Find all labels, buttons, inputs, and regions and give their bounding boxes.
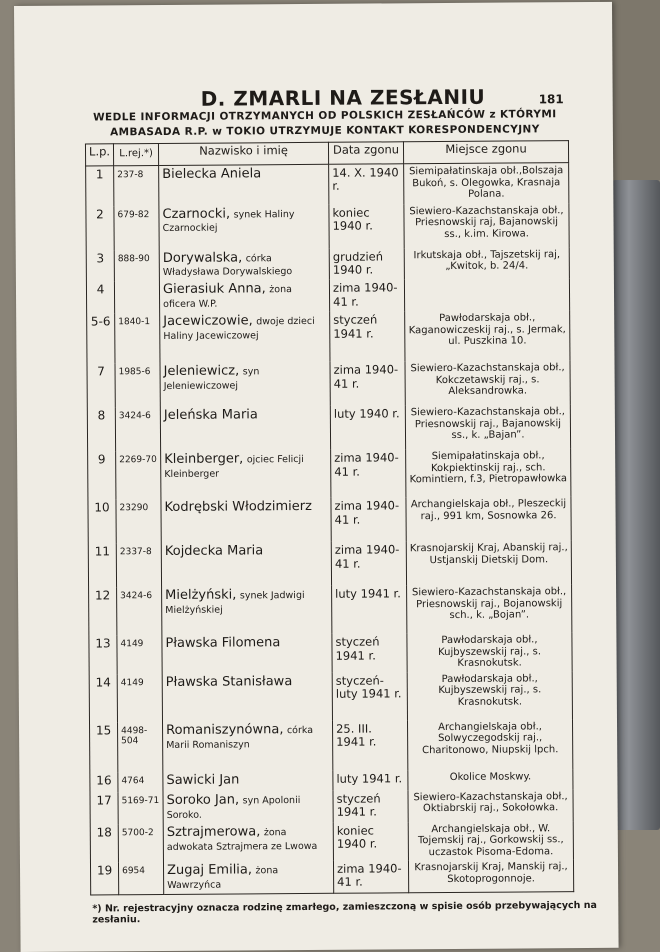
row-name-cell [159,164,329,205]
table-row [88,448,571,499]
row-registry: 2337-8 [116,543,161,587]
row-name-note: ojciec Felicji Kleinberger [164,454,304,481]
row-date: 25. III. 1941 r. [333,720,408,771]
row-name: Jeleniewicz, [163,363,240,380]
table-row [89,671,572,722]
row-place: Siewiero-Kazachstanskaja obł., Priesnowskij raj., Bajanowskij ss., k. „Bajan”. [405,404,570,449]
row-date: zima 1940-41 r. [331,542,406,587]
row-registry: 4149 [117,635,162,674]
row-place: Archangielskaja obł., Solwyczegodskij raj., Charitonowo, Niupskij lpch. [408,719,573,770]
row-registry: 237-8 [114,165,159,205]
row-lp: 11 [88,544,116,588]
row-date: grudzień 1940 r. [329,248,404,280]
row-registry [114,281,159,313]
row-name-cell [159,204,329,249]
row-lp: 5-6 [87,314,115,364]
row-lp: 15 [90,722,118,772]
table-row [86,203,569,250]
row-date: luty 1941 r. [332,586,407,635]
row-place: Archangielskaja obł., W. Tojemskij raj., Gorkowskij ss., uczastok Pisoma-Edoma. [408,821,573,861]
row-lp: 13 [89,636,117,675]
row-name: Sawicki Jan [166,772,240,788]
row-lp: 10 [88,500,116,544]
table-row [90,789,573,824]
row-lp: 17 [90,792,118,824]
row-date: styczeń 1941 r. [333,790,408,822]
row-name: Jeleńska Maria [163,407,258,424]
row-name-note: żona oficera W.P. [163,284,292,311]
header-lp: L.p. [85,144,113,166]
subtitle-line-2: AMBASADA R.P. w TOKIO UTRZYMUJE KONTAKT KORESPONDENCYJNY [110,123,540,139]
row-date: zima 1940-41 r. [334,860,409,893]
row-name: Pławska Filomena [165,635,281,652]
row-place: Siewiero-Kazachstanskaja obł., Kokczetawskij raj., s. Aleksandrowka. [405,360,570,405]
header-place: Miejsce zgonu [403,141,568,164]
row-name: Dorywalska, [162,249,243,266]
row-name: Sztrajmerowa, [166,824,261,840]
row-name-cell [162,673,332,722]
table-row [86,278,569,313]
row-place: Krasnojarskij Kraj, Manskij raj., Skotoprogonnoje. [409,859,574,893]
page-number: 181 [538,92,564,107]
table-row [90,821,573,863]
row-name-cell [159,280,329,313]
document-page [14,2,619,952]
row-lp: 18 [90,824,118,863]
row-place: Siewiero-Kazachstanskaja obł., Priesnowskij raj, Bajanowskij ss., k.im. Kirowa. [404,203,569,248]
row-place: Siewiero-Kazachstanskaja obł., Oktiabrskij raj., Sokołowka. [408,789,573,822]
row-registry: 679-82 [114,205,159,249]
row-name: Soroko Jan, [166,792,240,808]
row-name-cell [161,498,331,543]
row-name: Czarnocki, [162,205,231,222]
row-name: Kodrębski Włodzimierz [164,499,312,516]
footnote: *) Nr. rejestracyjny oznacza rodzinę zmarłego, zamieszczoną w spisie osób przebywających na zesłaniu. [92,899,597,926]
row-place: Krasnojarskij Kraj, Abanskij raj., Ustjanskij Dietskij Dom. [406,540,571,585]
row-place: Pawłodarskaja obł., Kujbyszewskij raj., s. Krasnokutsk. [407,632,572,672]
row-lp: 3 [86,250,114,282]
row-registry: 5169-71 [118,792,163,824]
row-name: Romaniszynówna, [166,721,284,738]
table-row [88,540,571,587]
row-lp: 7 [87,364,115,408]
row-name-cell [160,406,330,451]
table-row [87,310,570,363]
table-row [86,247,569,282]
row-lp: 8 [87,408,115,452]
row-name: Zugaj Emilia, [167,862,253,879]
row-place: Pawłodarskaja obł., Kujbyszewskij raj., s. Krasnokutsk. [407,671,572,720]
row-lp: 9 [88,452,116,500]
row-name-cell [160,312,330,363]
row-place: Archangielskaja obł., Pleszeckij raj., 991 km, Sosnowka 26. [406,496,571,541]
row-name-note: dwoje dzieci Haliny Jacewiczowej [163,316,315,343]
row-lp: 2 [86,206,114,250]
row-place [404,278,569,311]
row-date: 14. X. 1940 r. [329,164,404,205]
row-date: zima 1940-41 r. [331,450,406,499]
row-name-cell [159,248,329,281]
row-name: Mielżyński, [165,587,237,604]
row-date: styczeń 1941 r. [330,312,405,363]
row-registry: 3424-6 [117,587,162,635]
row-name-cell [160,362,330,407]
row-registry: 888-90 [114,249,159,281]
table-row [87,360,570,407]
page-title: D. ZMARLI NA ZESŁANIU [200,84,486,111]
row-date: zima 1940-41 r. [329,280,404,313]
row-place: Siemipałatinskaja obł., Kokpiektinskij raj., sch. Komintiern, f.3, Pietropawłowka [406,448,571,497]
row-name-note: córka Władysława Dorywalskiego [162,252,293,279]
row-name-note: córka Marii Romaniszyn [166,724,314,751]
row-name-cell [162,634,332,674]
row-registry: 6954 [119,862,164,895]
row-name-cell [163,771,333,792]
header-name: Nazwisko i imię [158,142,328,165]
row-name: Jacewiczowie, [163,313,253,330]
row-registry: 1840-1 [115,313,160,363]
row-place: Irkutskaja obł., Tajszetskij raj, „Kwitok, b. 24/4. [404,247,569,280]
row-name-cell [164,861,334,895]
row-registry: 4498-504 [118,722,163,772]
row-registry: 23290 [116,499,161,543]
row-date: koniec 1940 r. [333,822,408,861]
row-place: Siemipałatinskaja obł.,Bolszaja Bukoń, s. Olegowka, Krasnaja Polana. [404,163,569,204]
row-registry: 2269-70 [116,451,161,499]
row-name: Kojdecka Maria [164,543,264,560]
row-registry: 4149 [117,674,162,722]
row-registry: 3424-6 [115,407,160,451]
table-row [86,163,569,206]
table-row [89,584,572,635]
row-name-note: synek Haliny Czarnockiej [162,208,295,235]
subtitle-line-1: WEDLE INFORMACJI OTRZYMANYCH OD POLSKICH ZESŁAŃCÓW z KTÓRYMI [93,108,557,124]
row-name-note: żona adwokata Sztrajmera ze Lwowa [166,826,318,853]
row-date: styczeń-luty 1941 r. [332,672,407,721]
row-registry: 5700-2 [118,824,163,863]
table-row [88,496,571,543]
row-name: Bielecka Aniela [162,166,262,182]
row-registry: 4764 [118,772,163,792]
row-date: zima 1940-41 r. [331,498,406,543]
row-name-note: synek Jadwigi Mielżyńskiej [165,590,305,617]
row-lp: 16 [90,772,118,792]
table-row [89,632,572,674]
row-place: Siewiero-Kazachstanskaja obł., Priesnowskij raj., Bojanowskij sch., k. „Bojan”. [407,584,572,633]
row-name: Kleinberger, [164,451,244,468]
row-date: zima 1940-41 r. [330,362,405,407]
row-lp: 12 [89,588,117,636]
table-row [90,719,573,772]
row-name: Gierasiuk Anna, [162,281,266,298]
row-date: styczeń 1941 r. [332,634,407,673]
row-lp: 14 [89,674,117,722]
row-lp: 4 [86,282,114,314]
row-lp: 19 [90,863,118,896]
row-name-cell [163,721,333,772]
row-name-cell [163,791,333,824]
row-place: Pawłodarskaja obł., Kaganowiczeskij raj., s. Jermak, ul. Puszkina 10. [405,310,570,361]
table-row [87,404,570,451]
deaths-table [85,140,574,895]
row-name-note: żona Wawrzyńca [167,865,279,892]
row-lp: 1 [86,166,114,206]
row-name-note: syn Apolonii Soroko. [166,794,301,821]
row-date: luty 1940 r. [330,406,405,451]
row-name-note: syn Jeleniewiczowej [163,366,260,393]
table-row [90,859,573,895]
row-name-cell [163,823,333,863]
row-date: luty 1941 r. [333,770,408,791]
row-name-cell [161,450,331,499]
row-name-cell [162,586,332,635]
row-name: Pławska Stanisława [165,673,293,690]
row-place: Okolice Moskwy. [408,769,573,790]
header-registry: L.rej.*) [113,143,158,165]
metal-bar [612,180,660,830]
row-name-cell [161,542,331,587]
row-date: koniec 1940 r. [329,204,404,249]
header-date: Data zgonu [328,142,403,165]
row-registry: 1985-6 [115,363,160,407]
